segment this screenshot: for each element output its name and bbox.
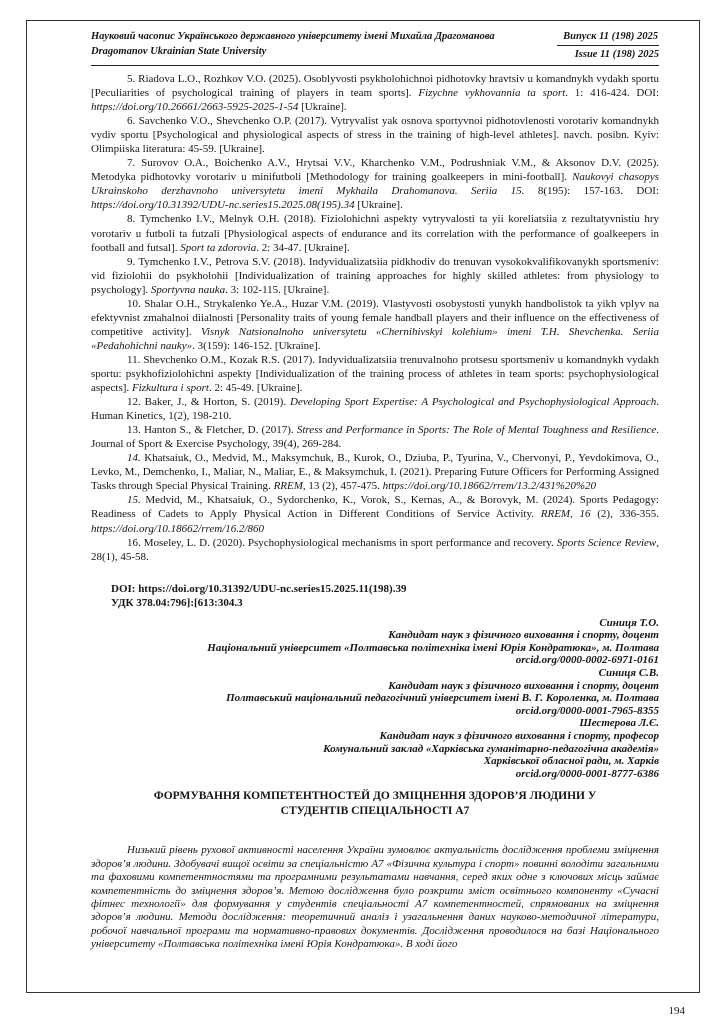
page-frame xyxy=(26,20,700,993)
journal-name-en: Dragomanov Ukrainian State University xyxy=(91,46,267,57)
reference-italic-segment: 14. xyxy=(127,452,141,465)
page-header xyxy=(91,29,659,66)
reference-text-segment: . 2: 34-47. [Ukraine]. xyxy=(256,241,350,254)
author-affiliation: Комунальний заклад «Харківська гуманітарно-педагогічна академія» xyxy=(323,742,659,755)
reference-text-segment: 16. Moseley, L. D. (2020). Psychophysiological mechanisms in sport performance and recovery. xyxy=(127,536,557,549)
issue-label-uk: Випуск 11 (198) 2025 xyxy=(557,29,659,46)
author-role: Кандидат наук з фізичного виховання і спорту, доцент xyxy=(388,629,659,642)
reference-italic-segment: Fizychne vykhovannia ta sport xyxy=(418,87,566,100)
reference-item xyxy=(91,156,659,212)
reference-text-segment: , 13 (2), 457-475. xyxy=(302,480,383,493)
author-orcid: orcid.org/0000-0001-7965-8355 xyxy=(515,704,659,717)
reference-item xyxy=(91,395,659,423)
author-orcid: orcid.org/0000-0001-8777-6386 xyxy=(515,767,659,780)
reference-italic-segment: Developing Sport Expertise: A Psychological and Psychophysiological Approach xyxy=(290,396,657,409)
author-affiliation: Національний університет «Полтавська політехніка імені Юрія Кондратюка», м. Полтава xyxy=(207,641,659,654)
reference-item xyxy=(91,423,659,451)
reference-italic-segment: Stress and Performance in Sports: The Role of Mental Toughness and Resilience xyxy=(296,424,657,437)
reference-text-segment: 9. Tymchenko I.V., Petrova S.V. (2018). Indyvidualizatsiia pidkhodiv do trenuvan vysokokvalifikovanykh sportsmeniv: vid fiziolohii do psykholohii [Individualization of training approaches for highly skilled athletes: from physiology to psychology]. xyxy=(91,255,659,296)
references-list xyxy=(91,72,659,564)
reference-item xyxy=(91,114,659,156)
page-number: 194 xyxy=(668,1005,685,1017)
reference-item xyxy=(91,212,659,254)
author-affiliation: Харківської обласної ради, м. Харків xyxy=(483,755,659,768)
identifiers-block xyxy=(91,582,659,611)
reference-italic-segment: Naukovyi chasopys Ukrainskoho derzhavnoho universytetu imeni Mykhaila Drahomanova. Seriia 15. xyxy=(91,171,659,198)
reference-text-segment: 5. Riadova L.O., Rozhkov V.O. (2025). Osoblyvosti psykholohichnoi pidhotovky hravtsiv u komandnykh vydakh sportu [Peculiarities of psychological training of players in team sports]. xyxy=(91,73,659,100)
author-name: Синиця Т.О. xyxy=(599,616,659,629)
reference-italic-segment: https://doi.org/10.18662/rrem/13.2/431%20%20 xyxy=(382,480,597,493)
reference-text-segment: , 28(1), 45-58. xyxy=(91,536,659,563)
reference-text-segment: 13. Hanton S., & Fletcher, D. (2017). xyxy=(127,424,297,437)
reference-text-segment: [Ukraine]. xyxy=(354,199,403,212)
reference-text-segment: (2), 336-355. xyxy=(590,508,659,521)
doi-line: DOI: https://doi.org/10.31392/UDU-nc.series15.2025.11(198).39 xyxy=(111,582,407,595)
reference-item xyxy=(91,451,659,493)
reference-text-segment: Medvid, M., Khatsaiuk, O., Sydorchenko, K., Vorok, S., Kernas, A., & Borovyk, M. (2024). Sports Pedagogy: Readiness of Cadets to Apply Physical Action in Different Conditions of Service Activity. xyxy=(91,494,659,521)
reference-italic-segment: Visnyk Natsionalnoho universytetu «Chernihivskyi kolehium» imeni T.H. Shevchenka. Seriia «Pedahohichni nauky» xyxy=(91,325,659,352)
author-orcid: orcid.org/0000-0002-6971-0161 xyxy=(515,654,659,667)
reference-text-segment: . 1: 416-424. DOI: xyxy=(565,87,660,100)
reference-item xyxy=(91,255,659,297)
reference-text-segment: 8. Tymchenko I.V., Melnyk O.H. (2018). Fiziolohichni aspekty vytryvalosti ta yii koreliatsiia z rezultatyvnistiu hry vorotariv u futboli ta futzali [Physiological aspects of endurance and its correlation with the performance of goalkeepers in football and futsal]. xyxy=(91,213,659,254)
author-name: Синиця С.В. xyxy=(598,667,659,680)
reference-italic-segment: https://doi.org/10.26661/2663-5925-2025-1-54 xyxy=(91,101,299,114)
article-title: ФОРМУВАННЯ КОМПЕТЕНТНОСТЕЙ ДО ЗМІЦНЕННЯ ЗДОРОВ’Я ЛЮДИНИ У СТУДЕНТІВ СПЕЦІАЛЬНОСТІ А7 xyxy=(153,790,597,817)
reference-text-segment: 8(195): 157-163. DOI: xyxy=(524,185,660,198)
reference-text-segment: . 2: 45-49. [Ukraine]. xyxy=(208,382,303,395)
reference-italic-segment: 15. xyxy=(127,494,141,507)
reference-italic-segment: RREM xyxy=(273,480,303,493)
journal-name-block xyxy=(91,29,495,59)
reference-text-segment: 7. Surovov O.A., Boichenko A.V., Hrytsai V.V., Kharchenko V.M., Podrushniak V.M., & Aksonov D.V. (2025). Metodyka pidhotovky vorotariv u minifutboli [Methodology for training goalkeepers in mini-football]. xyxy=(91,157,659,184)
author-role: Кандидат наук з фізичного виховання і спорту, доцент xyxy=(388,679,659,692)
reference-text-segment: . 3(159): 146-152. [Ukraine]. xyxy=(192,339,321,352)
reference-item xyxy=(91,493,659,535)
issue-block xyxy=(557,29,659,62)
reference-item xyxy=(91,536,659,564)
reference-text-segment: 6. Savchenko V.O., Shevchenko O.P. (2017). Vytryvalist yak osnova sportyvnoi pidhotovlenosti vorotariv komandnykh vydiv sportu [Psychological and physiological aspects of stress in the training of high-level athletes]. navch. posibn. Kyiv: Olimpiiska literatura: 45-59. [Ukraine]. xyxy=(91,115,659,156)
reference-item xyxy=(91,72,659,114)
reference-item xyxy=(91,353,659,395)
reference-text-segment: 10. Shalar O.H., Strykalenko Ye.A., Huzar V.M. (2019). Vlastyvosti osobystosti yunykh handbolistok ta yikh vplyv na efektyvnist zmahalnoi diialnosti [Personality traits of young female handball players and their influence on the effectiveness of competitive activity]. xyxy=(91,297,659,338)
abstract-paragraph: Низький рівень рухової активності населення України зумовлює актуальність дослідження проблеми зміцнення здоров’я людини. Здобувачі вищої освіти за спеціальністю А7 «Фізична культура і спорт» повинні володіти загальними та фаховими компетентностями та програмними результатами навчання, серед яких одне з ключових місць займає компетентність до зміцнення здоров’я. Метою дослідження було розкрити зміст освітнього компоненту «Сучасні фітнес технології» для формування у студентів спеціальності А7 компетентностей, спрямованих на зміцнення здоров’я людини. Методи дослідження: теоретичний аналіз і узагальнення даних науково-методичної літератури, робочої навчальної програми та нормативно-правових документів. Дослідження проводилося на базі Національного університету «Полтавська політехніка імені Юрія Кондратюка». В ході його xyxy=(91,844,659,951)
reference-text-segment: 12. Baker, J., & Horton, S. (2019). xyxy=(127,396,291,409)
reference-text-segment: [Ukraine]. xyxy=(298,101,347,114)
reference-italic-segment: Fizkultura i sport xyxy=(131,382,209,395)
reference-text-segment: 11. Shevchenko O.M., Kozak R.S. (2017). Indyvidualizatsiia trenuvalnoho protsesu sportsmeniv u komandnykh vydakh sportu: psykhofiziolohichni aspekty [Individualization of the training process of athletes in team sports: psychophysiological aspects]. xyxy=(91,353,659,395)
reference-italic-segment: RREM, 16 xyxy=(540,508,591,521)
reference-text-segment: . 3: 102-115. [Ukraine]. xyxy=(225,283,330,296)
issue-label-en: Issue 11 (198) 2025 xyxy=(574,49,659,60)
journal-name-uk: Науковий часопис Українського державного університету імені Михайла Драгоманова xyxy=(91,31,495,42)
reference-italic-segment: https://doi.org/10.31392/UDU-nc.series15.2025.08(195).34 xyxy=(91,199,355,212)
reference-italic-segment: Sports Science Review xyxy=(556,536,657,549)
reference-text-segment: Khatsaiuk, O., Medvid, M., Maksymchuk, B., Kurok, O., Dziuba, P., Tyurina, V., Chervonyi, P., Yevdokimova, O., Levko, M., Demchenko, I., Maliar, N., Maliar, E., & Maksymchuk, I. (2021). Preparing Future Officers for Performing Assigned Tasks through Special Physical Training. xyxy=(91,452,659,493)
reference-italic-segment: Sportyvna nauka xyxy=(150,283,226,296)
author-role: Кандидат наук з фізичного виховання і спорту, професор xyxy=(379,729,659,742)
reference-item xyxy=(91,297,659,353)
reference-italic-segment: https://doi.org/10.18662/rrem/16.2/860 xyxy=(91,522,265,535)
author-affiliation: Полтавський національний педагогічний університет імені В. Г. Короленка, м. Полтава xyxy=(226,692,659,705)
authors-block xyxy=(91,617,659,781)
reference-text-segment: . Human Kinetics, 1(2), 198-210. xyxy=(91,396,659,423)
reference-italic-segment: Sport ta zdorovia xyxy=(180,241,257,254)
reference-text-segment: . Journal of Sport & Exercise Psychology, 39(4), 269-284. xyxy=(91,424,659,451)
udc-line: УДК 378.04:796]:[613:304.3 xyxy=(111,597,243,610)
author-name: Шестерова Л.Є. xyxy=(579,717,659,730)
